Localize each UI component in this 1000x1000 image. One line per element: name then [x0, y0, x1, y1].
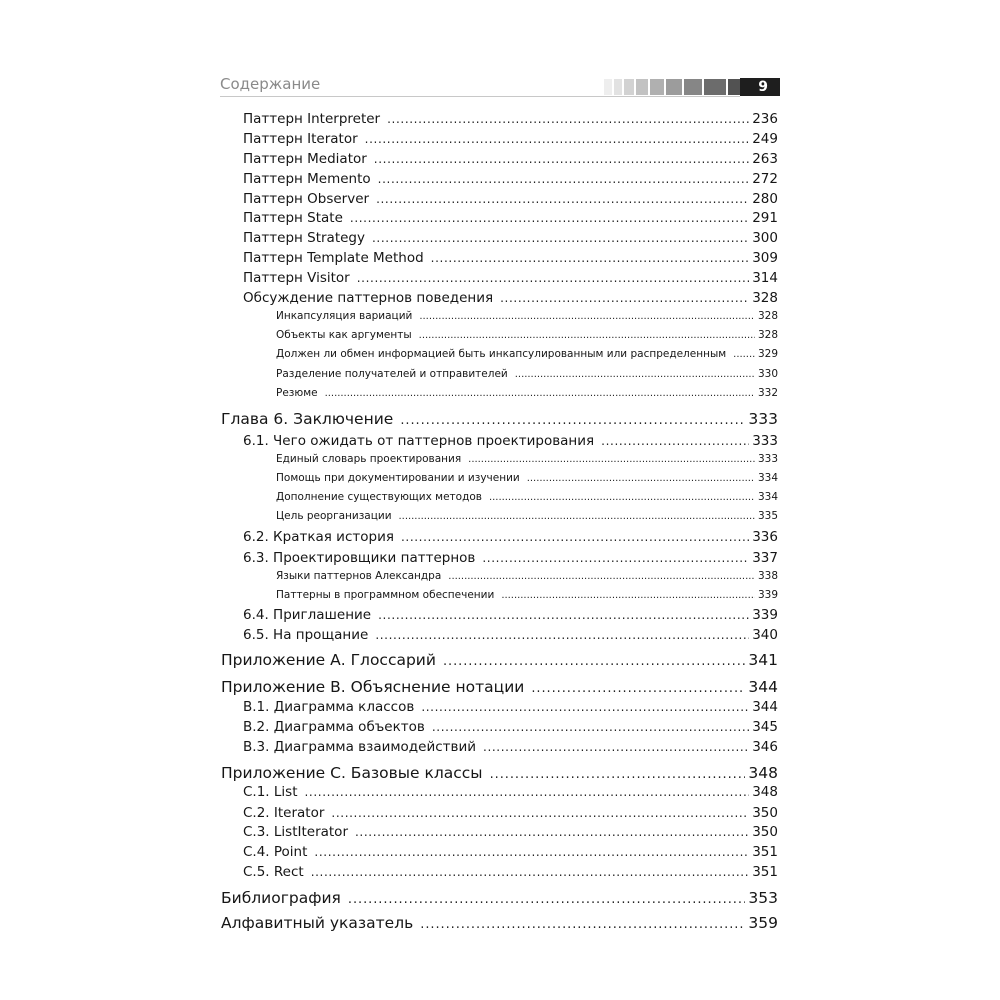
toc-entry-page: 339: [757, 589, 778, 601]
dot-leader: [419, 311, 755, 322]
toc-entry-title: В.2. Диаграмма объектов: [243, 719, 425, 735]
toc-entry[interactable]: [243, 433, 778, 453]
toc-entry-page: 330: [757, 368, 778, 380]
toc-entry-page: 309: [752, 250, 778, 266]
toc-entry-title: Паттерн State: [243, 210, 343, 226]
toc-entry[interactable]: [243, 607, 778, 627]
toc-entry[interactable]: [221, 889, 778, 911]
toc-entry-page: 314: [752, 270, 778, 286]
toc-entry-title: В.3. Диаграмма взаимодействий: [243, 739, 477, 755]
toc-entry-title: Паттерн Strategy: [243, 230, 365, 246]
toc-entry-title: 6.5. На прощание: [243, 627, 369, 643]
toc-entry[interactable]: [243, 699, 778, 719]
dot-leader: [400, 413, 745, 428]
toc-entry[interactable]: [243, 824, 778, 844]
toc-entry-title: Объекты как аргументы: [276, 329, 412, 341]
toc-entry-page: 280: [752, 191, 778, 207]
toc-entry-page: 291: [752, 210, 778, 226]
toc-entry-title: Паттерн Template Method: [243, 250, 424, 266]
dot-leader: [350, 211, 749, 225]
toc-entry-title: 6.1. Чего ожидать от паттернов проектирования: [243, 433, 595, 449]
toc-entry-page: 351: [752, 844, 778, 860]
toc-entry[interactable]: [243, 111, 778, 131]
dot-leader: [501, 590, 755, 601]
toc-entry-title: Дополнение существующих методов: [276, 491, 482, 503]
dot-leader: [483, 740, 749, 754]
dot-leader: [443, 654, 745, 669]
header-bar: [666, 79, 682, 95]
toc-entry[interactable]: [243, 805, 778, 825]
toc-entry-page: 236: [752, 111, 778, 127]
dot-leader: [375, 628, 749, 642]
toc-entry-page: 353: [748, 889, 778, 907]
dot-leader: [374, 152, 749, 166]
toc-entry-title: С.1. List: [243, 784, 298, 800]
dot-leader: [348, 892, 746, 907]
toc-entry[interactable]: [276, 348, 778, 366]
header-rule: [220, 96, 740, 97]
dot-leader: [378, 172, 750, 186]
dot-leader: [311, 865, 750, 879]
dot-leader: [357, 271, 749, 285]
page-number: 9: [740, 78, 780, 96]
toc-entry[interactable]: [243, 230, 778, 250]
toc-entry-title: 6.3. Проектировщики паттернов: [243, 550, 476, 566]
toc-entry-page: 351: [752, 864, 778, 880]
toc-entry[interactable]: [221, 678, 778, 700]
toc-entry[interactable]: [276, 570, 778, 588]
toc-entry[interactable]: [276, 387, 778, 405]
toc-entry[interactable]: [243, 627, 778, 647]
header-bar: [636, 79, 648, 95]
toc-entry-title: Обсуждение паттернов поведения: [243, 290, 494, 306]
toc-entry-title: Единый словарь проектирования: [276, 453, 462, 465]
toc-entry-title: 6.2. Краткая история: [243, 529, 394, 545]
dot-leader: [490, 767, 746, 782]
header-bar: [604, 79, 612, 95]
toc-entry[interactable]: [243, 529, 778, 549]
toc-entry-page: 249: [752, 131, 778, 147]
toc-entry[interactable]: [243, 250, 778, 270]
header-bar: [624, 79, 634, 95]
toc-entry[interactable]: [276, 329, 778, 347]
running-header-title: Содержание: [220, 75, 321, 93]
toc-entry-page: 333: [757, 453, 778, 465]
toc-entry-page: 328: [752, 290, 778, 306]
dot-leader: [515, 369, 755, 380]
dot-leader: [376, 192, 749, 206]
toc-entry[interactable]: [243, 151, 778, 171]
toc-entry-page: 328: [757, 329, 778, 341]
toc-entry[interactable]: [243, 210, 778, 230]
toc-entry-title: С.3. ListIterator: [243, 824, 348, 840]
toc-entry-title: С.4. Point: [243, 844, 308, 860]
toc-entry[interactable]: [276, 453, 778, 471]
toc-entry-page: 336: [752, 529, 778, 545]
dot-leader: [387, 112, 749, 126]
dot-leader: [355, 825, 749, 839]
toc-entry-title: Помощь при документировании и изучении: [276, 472, 520, 484]
dot-leader: [421, 700, 749, 714]
toc-entry-title: 6.4. Приглашение: [243, 607, 372, 623]
toc-entry-title: Паттерн Iterator: [243, 131, 358, 147]
toc-entry-page: 344: [748, 678, 778, 696]
running-header: [220, 76, 780, 98]
toc-entry[interactable]: [276, 472, 778, 490]
dot-leader: [331, 806, 749, 820]
toc-entry[interactable]: [221, 764, 778, 786]
toc-entry-title: Приложение С. Базовые классы: [221, 764, 483, 782]
toc-entry[interactable]: [243, 550, 778, 570]
toc-entry-title: Резюме: [276, 387, 318, 399]
toc-entry-title: Приложение А. Глоссарий: [221, 651, 436, 669]
toc-entry-page: 328: [757, 310, 778, 322]
toc-entry-page: 335: [757, 510, 778, 522]
dot-leader: [601, 434, 749, 448]
toc-entry-title: Должен ли обмен информацией быть инкапсулированным или распределенным: [276, 348, 727, 360]
dot-leader: [482, 551, 749, 565]
dot-leader: [372, 231, 749, 245]
dot-leader: [733, 349, 755, 360]
toc-entry[interactable]: [276, 491, 778, 509]
toc-entry[interactable]: [243, 131, 778, 151]
dot-leader: [531, 681, 745, 696]
dot-leader: [448, 571, 755, 582]
toc-entry-title: Алфавитный указатель: [221, 914, 414, 932]
header-bar: [684, 79, 702, 95]
toc-entry[interactable]: [243, 290, 778, 310]
toc-entry[interactable]: [221, 914, 778, 936]
dot-leader: [401, 530, 749, 544]
toc-entry-page: 344: [752, 699, 778, 715]
toc-entry[interactable]: [221, 410, 778, 432]
dot-leader: [468, 454, 755, 465]
toc-entry[interactable]: [243, 784, 778, 804]
toc-entry[interactable]: [243, 844, 778, 864]
dot-leader: [489, 492, 755, 503]
toc-entry[interactable]: [276, 510, 778, 528]
toc-entry-title: Приложение В. Объяснение нотации: [221, 678, 525, 696]
toc-entry-title: Языки паттернов Александра: [276, 570, 442, 582]
dot-leader: [432, 720, 749, 734]
toc-entry-page: 338: [757, 570, 778, 582]
dot-leader: [431, 251, 750, 265]
toc-entry-page: 348: [748, 764, 778, 782]
toc-entry-title: Разделение получателей и отправителей: [276, 368, 508, 380]
toc-entry-title: С.2. Iterator: [243, 805, 325, 821]
toc-entry-page: 339: [752, 607, 778, 623]
toc-entry-page: 300: [752, 230, 778, 246]
toc-entry-title: Глава 6. Заключение: [221, 410, 394, 428]
dot-leader: [420, 917, 745, 932]
toc-entry-page: 359: [748, 914, 778, 932]
dot-leader: [500, 291, 749, 305]
dot-leader: [365, 132, 750, 146]
toc-entry[interactable]: [276, 310, 778, 328]
toc-entry[interactable]: [276, 368, 778, 386]
toc-entry-title: С.5. Rect: [243, 864, 304, 880]
header-gradient-bars: [604, 79, 758, 95]
toc-entry-title: Паттерны в программном обеспечении: [276, 589, 495, 601]
toc-entry-page: 334: [757, 491, 778, 503]
toc-entry-page: 333: [748, 410, 778, 428]
toc-entry-title: Цель реорганизации: [276, 510, 392, 522]
dot-leader: [419, 330, 755, 341]
toc-entry-page: 346: [752, 739, 778, 755]
toc-entry-page: 350: [752, 805, 778, 821]
dot-leader: [399, 511, 755, 522]
dot-leader: [378, 608, 749, 622]
toc-entry[interactable]: [243, 270, 778, 290]
toc-entry-page: 348: [752, 784, 778, 800]
toc-entry-title: Паттерн Memento: [243, 171, 371, 187]
toc-entry[interactable]: [276, 589, 778, 607]
dot-leader: [325, 388, 755, 399]
toc-entry-page: 341: [748, 651, 778, 669]
dot-leader: [314, 845, 749, 859]
toc-entry-page: 272: [752, 171, 778, 187]
dot-leader: [527, 473, 755, 484]
dot-leader: [305, 785, 750, 799]
toc-entry-title: Паттерн Visitor: [243, 270, 350, 286]
toc-entry-page: 345: [752, 719, 778, 735]
toc-entry[interactable]: [243, 739, 778, 759]
toc-entry-title: В.1. Диаграмма классов: [243, 699, 415, 715]
toc-entry-page: 329: [757, 348, 778, 360]
toc-entry-title: Библиография: [221, 889, 341, 907]
toc-entry[interactable]: [243, 864, 778, 884]
toc-entry-page: 332: [757, 387, 778, 399]
toc-entry-page: 337: [752, 550, 778, 566]
toc-entry[interactable]: [221, 651, 778, 673]
toc-entry-page: 340: [752, 627, 778, 643]
toc-entry[interactable]: [243, 171, 778, 191]
toc-entry[interactable]: [243, 719, 778, 739]
header-bar: [650, 79, 664, 95]
toc-entry-page: 333: [752, 433, 778, 449]
toc-entry[interactable]: [243, 191, 778, 211]
toc-entry-page: 350: [752, 824, 778, 840]
toc-entry-page: 334: [757, 472, 778, 484]
toc-entry-title: Паттерн Interpreter: [243, 111, 381, 127]
toc-entry-page: 263: [752, 151, 778, 167]
toc-entry-title: Паттерн Observer: [243, 191, 370, 207]
header-bar: [704, 79, 726, 95]
header-bar: [614, 79, 622, 95]
toc-entry-title: Паттерн Mediator: [243, 151, 367, 167]
toc-entry-title: Инкапсуляция вариаций: [276, 310, 413, 322]
